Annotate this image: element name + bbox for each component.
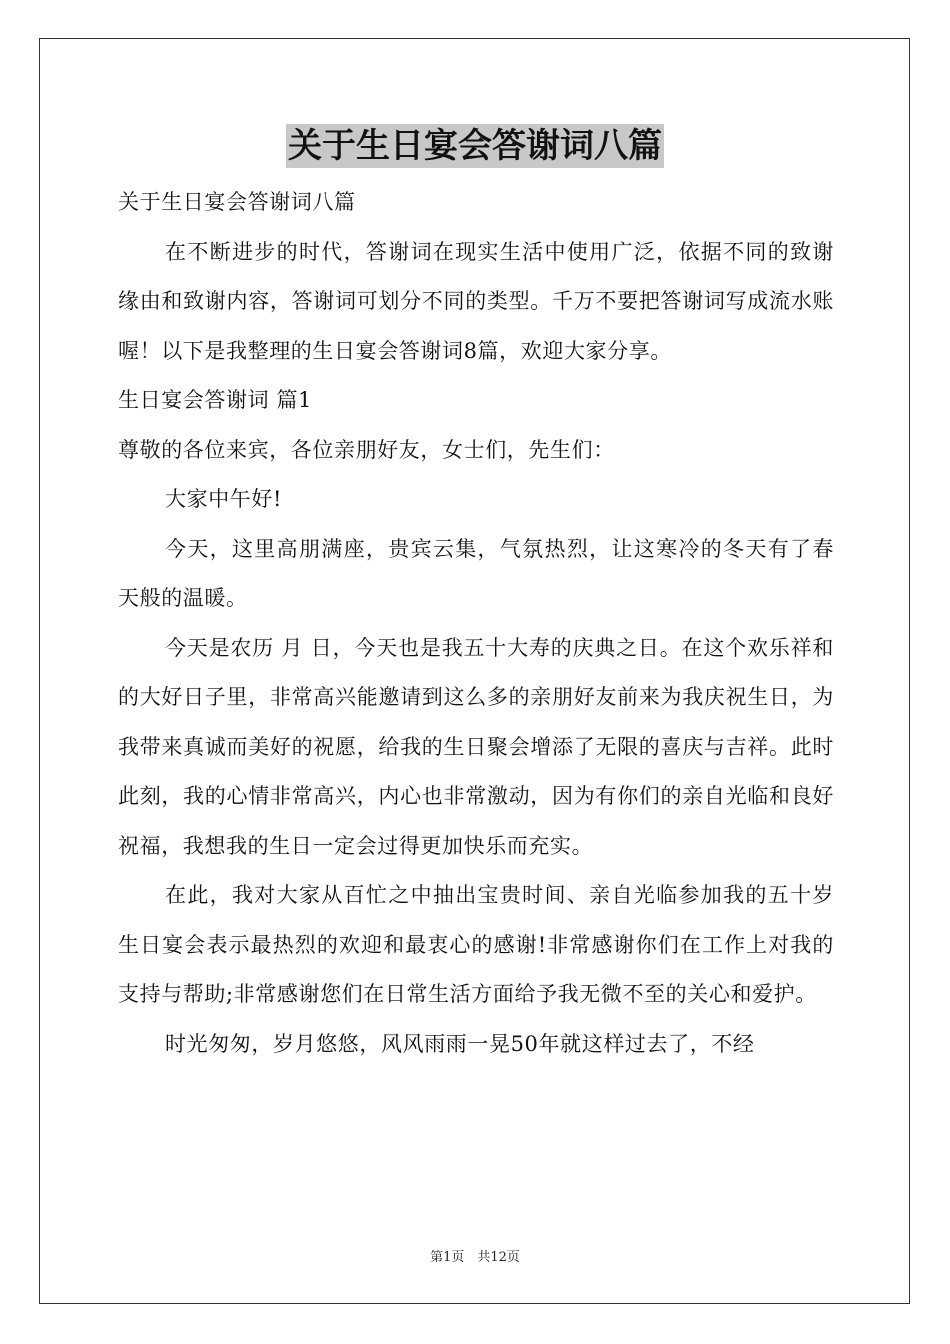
page-footer: 第1页 共12页 [430,1250,520,1265]
document-body [118,178,834,1069]
paragraph-intro: 在不断进步的时代，答谢词在现实生活中使用广泛，依据不同的致谢缘由和致谢内容，答谢词可划分不同的类型。千万不要把答谢词写成流水账喔！以下是我整理的生日宴会答谢词8篇，欢迎大家分享。 [118,239,834,363]
paragraph-body: 在此，我对大家从百忙之中抽出宝贵时间、亲自光临参加我的五十岁生日宴会表示最热烈的欢迎和最衷心的感谢!非常感谢你们在工作上对我的支持与帮助;非常感谢您们在日常生活方面给予我无微不至的关心和爱护。 [118,883,834,1006]
paragraph-greeting: 大家中午好! [165,487,283,511]
paragraph-salutation: 尊敬的各位来宾，各位亲朋好友，女士们，先生们： [118,437,615,462]
paragraph-body: 今天是农历 月 日，今天也是我五十大寿的庆典之日。在这个欢乐祥和的大好日子里，非常高兴能邀请到这么多的亲朋好友前来为我庆祝生日，为我带来真诚而美好的祝愿，给我的生日聚会增添了无限的喜庆与吉祥。此时此刻，我的心情非常高兴，内心也非常激动，因为有你们的亲自光临和良好祝福，我想我的生日一定会过得更加快乐而充实。 [118,635,834,858]
title-area [0,124,950,168]
section-heading: 生日宴会答谢词 篇1 [118,388,313,412]
paragraph-body: 时光匆匆，岁月悠悠，风风雨雨一晃50年就这样过去了，不经 [165,1031,755,1056]
document-title: 关于生日宴会答谢词八篇 [288,126,662,166]
paragraph-subtitle: 关于生日宴会答谢词八篇 [118,190,356,214]
paragraph-body: 今天，这里高朋满座，贵宾云集，气氛热烈，让这寒冷的冬天有了春天般的温暖。 [118,536,834,610]
